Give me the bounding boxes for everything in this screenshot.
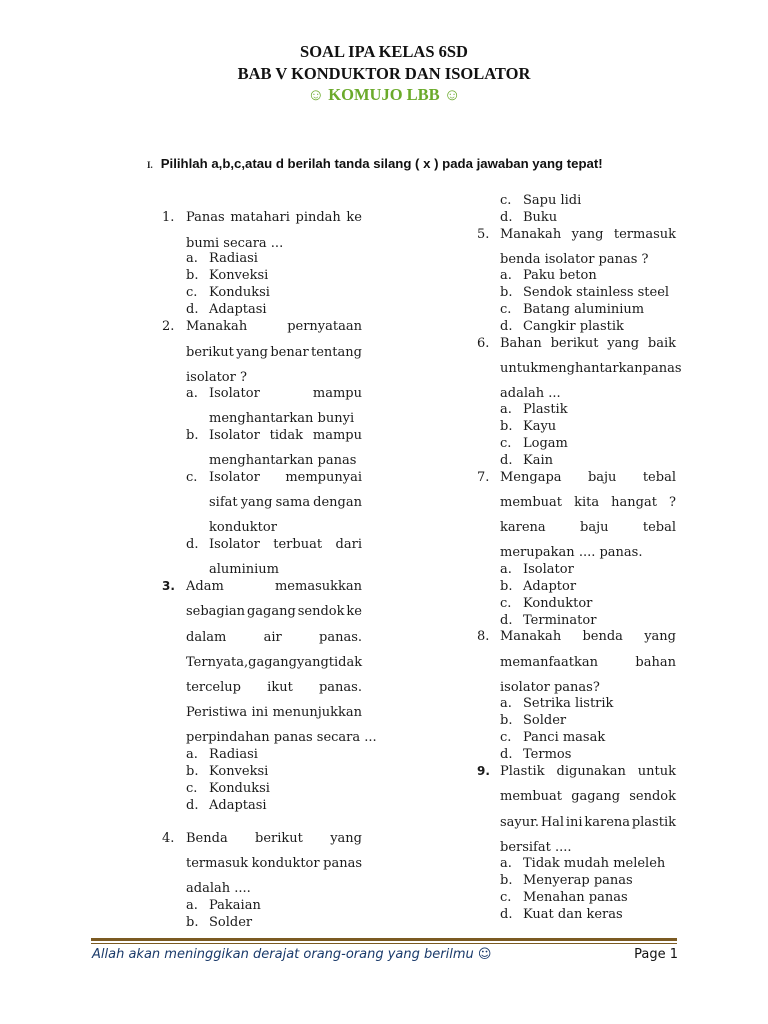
option-c: Sapu lidi	[523, 193, 582, 208]
option-a: Isolator mampu	[209, 386, 362, 401]
option-b: Menyerap panas	[523, 873, 633, 888]
option-c: Logam	[523, 436, 568, 451]
question-text-line: Bahan berikut yang baik	[500, 336, 676, 351]
option-letter: b.	[500, 713, 513, 728]
question-text-line: Adam memasukkan	[186, 579, 362, 594]
option-a-cont: menghantarkan bunyi	[209, 411, 355, 426]
question-text-line: Manakah yang termasuk	[500, 227, 676, 242]
option-a: Radiasi	[209, 251, 258, 266]
question-text-line: sebagian gagang sendok ke	[186, 604, 362, 619]
option-letter: d.	[500, 453, 513, 468]
option-b: Adaptor	[523, 579, 577, 594]
question-text-line: Manakah pernyataan	[186, 319, 362, 334]
question-number: 1.	[162, 210, 175, 225]
option-letter: a.	[500, 562, 512, 577]
option-b: Solder	[209, 915, 253, 930]
question-text-line: perpindahan panas secara ...	[186, 730, 377, 745]
option-b: Konveksi	[209, 764, 269, 779]
page-number: Page 1	[634, 947, 678, 962]
title-line-3: ☺ KOMUJO LBB ☺	[307, 85, 461, 104]
option-c: Konduksi	[209, 781, 270, 796]
option-letter: d.	[500, 210, 513, 225]
question-text-line: benda isolator panas ?	[500, 252, 649, 267]
question-number: 5.	[477, 227, 490, 242]
option-letter: a.	[186, 898, 198, 913]
question-text-line: Ternyata,gagang yang tidak	[186, 655, 363, 670]
instruction-text: Pilihlah a,b,c,atau d berilah tanda silang ( x ) pada jawaban yang tepat!	[160, 156, 603, 171]
option-b: Kayu	[523, 419, 557, 434]
question-text-line: isolator ?	[186, 370, 247, 385]
question-text-line: memanfaatkan bahan	[500, 655, 676, 670]
option-letter: c.	[186, 285, 198, 300]
option-b: Sendok stainless steel	[523, 285, 670, 300]
question-text-line: berikut yang benar tentang	[186, 345, 362, 360]
question-text-line: Plastik digunakan untuk	[500, 764, 676, 779]
option-a: Tidak mudah meleleh	[523, 856, 666, 871]
question-number: 7.	[477, 470, 490, 485]
option-d: Terminator	[523, 613, 597, 628]
option-a: Isolator	[523, 562, 574, 577]
option-letter: a.	[186, 747, 198, 762]
option-c: Batang aluminium	[523, 302, 645, 317]
question-text-line: termasuk konduktor panas	[186, 856, 362, 871]
question-text-line: isolator panas?	[500, 680, 600, 695]
option-letter: c.	[500, 193, 512, 208]
option-b-cont: menghantarkan panas	[209, 453, 357, 468]
option-letter: a.	[500, 856, 512, 871]
option-letter: a.	[500, 402, 512, 417]
option-letter: d.	[500, 747, 513, 762]
option-letter: d.	[186, 302, 199, 317]
option-letter: c.	[500, 596, 512, 611]
option-d: Kuat dan keras	[523, 907, 623, 922]
option-b: Isolator tidak mampu	[209, 428, 362, 443]
option-letter: c.	[500, 302, 512, 317]
question-text-line: Manakah benda yang	[500, 629, 676, 644]
question-text-line: adalah ....	[186, 881, 251, 896]
option-letter: a.	[500, 696, 512, 711]
question-text-line: bersifat ....	[500, 840, 572, 855]
option-letter: d.	[186, 798, 199, 813]
option-letter: b.	[186, 915, 199, 930]
option-d: Cangkir plastik	[523, 319, 624, 334]
option-letter: d.	[186, 537, 199, 552]
question-text-line: membuat gagang sendok	[500, 789, 676, 804]
question-number: 9.	[477, 764, 490, 778]
question-text-line: merupakan .... panas.	[500, 545, 643, 560]
option-letter: b.	[500, 579, 513, 594]
option-d: Termos	[523, 747, 572, 762]
option-c: Menahan panas	[523, 890, 628, 905]
option-c: Konduksi	[209, 285, 270, 300]
option-c: Konduktor	[523, 596, 593, 611]
question-text-line: sayur. Hal ini karena plastik	[500, 815, 676, 830]
question-text-line: untuk menghantarkan panas	[500, 361, 682, 376]
question-text-line: bumi secara ...	[186, 236, 284, 251]
option-d: Isolator terbuat dari	[209, 537, 362, 552]
question-text-line: Peristiwa ini menunjukkan	[186, 705, 362, 720]
option-letter: d.	[500, 319, 513, 334]
option-letter: b.	[500, 285, 513, 300]
option-letter: c.	[186, 781, 198, 796]
option-d: Kain	[523, 453, 553, 468]
option-letter: c.	[500, 890, 512, 905]
option-d-cont: aluminium	[209, 562, 279, 577]
option-letter: c.	[500, 436, 512, 451]
question-number: 4.	[162, 831, 175, 846]
option-c-cont: konduktor	[209, 520, 277, 535]
option-a: Pakaian	[209, 898, 261, 913]
option-letter: b.	[186, 428, 199, 443]
question-text-line: Benda berikut yang	[186, 831, 362, 846]
question-number: 2.	[162, 319, 175, 334]
option-letter: b.	[500, 873, 513, 888]
option-b: Konveksi	[209, 268, 269, 283]
option-letter: c.	[500, 730, 512, 745]
footer-divider	[91, 938, 677, 941]
option-b: Solder	[523, 713, 567, 728]
title-line-2: BAB V KONDUKTOR DAN ISOLATOR	[237, 64, 531, 83]
option-letter: d.	[500, 613, 513, 628]
option-letter: b.	[186, 268, 199, 283]
footer-motto: Allah akan meninggikan derajat orang-orang yang berilmu ☺	[92, 947, 492, 962]
option-letter: a.	[186, 251, 198, 266]
option-a: Setrika listrik	[523, 696, 614, 711]
option-c-cont: sifat yang sama dengan	[209, 495, 362, 510]
footer-divider-thin	[91, 943, 677, 944]
title-line-1: SOAL IPA KELAS 6SD	[300, 42, 468, 61]
question-number: 3.	[162, 579, 175, 593]
option-letter: b.	[186, 764, 199, 779]
option-letter: a.	[500, 268, 512, 283]
question-text-line: tercelup ikut panas.	[186, 680, 362, 695]
question-text-line: Mengapa baju tebal	[500, 470, 676, 485]
option-d: Adaptasi	[209, 302, 267, 317]
option-a: Radiasi	[209, 747, 258, 762]
question-number: 6.	[477, 336, 490, 351]
option-d: Adaptasi	[209, 798, 267, 813]
option-letter: c.	[186, 470, 198, 485]
option-letter: a.	[186, 386, 198, 401]
option-c: Panci masak	[523, 730, 606, 745]
option-a: Plastik	[523, 402, 568, 417]
option-a: Paku beton	[523, 268, 597, 283]
question-number: 8.	[477, 629, 490, 644]
question-text-line: karena baju tebal	[500, 520, 676, 535]
option-letter: b.	[500, 419, 513, 434]
question-text-line: dalam air panas.	[186, 630, 362, 645]
option-c: Isolator mempunyai	[209, 470, 362, 485]
question-text-line: adalah ...	[500, 386, 561, 401]
question-text-line: Panas matahari pindah ke	[186, 210, 362, 225]
option-d: Buku	[523, 210, 558, 225]
instruction	[147, 156, 603, 174]
question-text-line: membuat kita hangat ?	[500, 495, 676, 510]
option-letter: d.	[500, 907, 513, 922]
instruction-number: I.	[147, 160, 153, 170]
